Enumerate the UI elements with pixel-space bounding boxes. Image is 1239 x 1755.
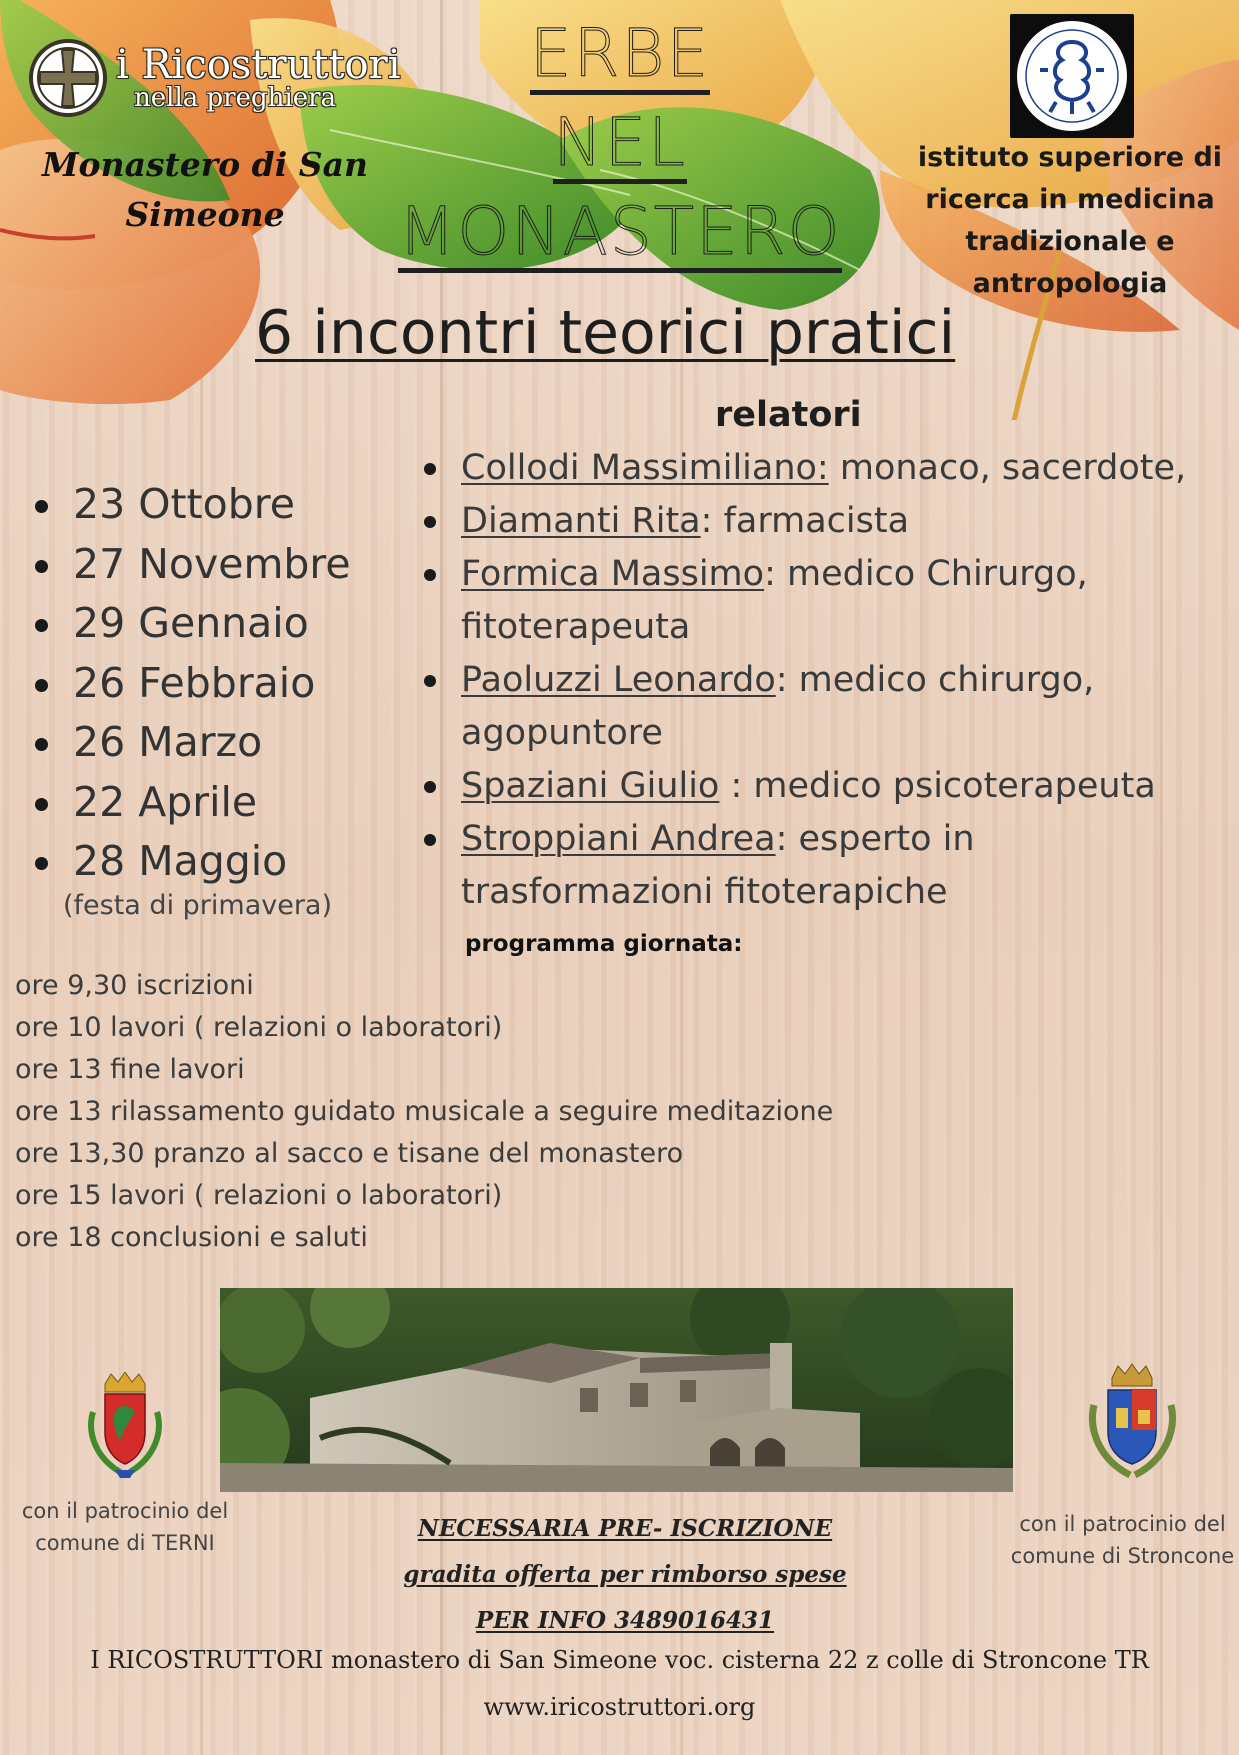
speaker-role: monaco, sacerdote,	[828, 448, 1187, 488]
speaker-name: Diamanti Rita	[461, 501, 701, 541]
info-phone: PER INFO 3489016431	[475, 1607, 775, 1634]
schedule-item: ore 13 fine lavori	[15, 1054, 245, 1085]
headline: 6 incontri teorici pratici	[255, 298, 956, 368]
speaker-name: Stroppiani Andrea	[461, 819, 776, 859]
speaker-item	[415, 760, 1225, 813]
footer-website[interactable]: www.iricostruttori.org	[483, 1693, 756, 1721]
date-item: 29 Gennaio	[28, 594, 398, 654]
dates-list	[28, 475, 398, 892]
schedule-item: ore 10 lavori ( relazioni o laboratori)	[15, 1012, 503, 1043]
speaker-role: : medico chirurgo, agopuntore	[461, 660, 1095, 753]
stroncone-patronage-caption: con il patrocinio del comune di Stroncone	[1010, 1512, 1235, 1568]
speaker-name: Formica Massimo	[461, 554, 765, 594]
speaker-item	[415, 442, 1225, 495]
speaker-item	[415, 813, 1225, 919]
title-line-2: NEL	[553, 107, 687, 184]
date-item: 22 Aprile	[28, 773, 398, 833]
monastery-name: Monastero di San Simeone	[42, 145, 368, 234]
offer-note: gradita offerta per rimborso spese	[403, 1561, 847, 1588]
schedule-item: ore 9,30 iscrizioni	[15, 970, 254, 1001]
title-line-1: ERBE	[530, 18, 710, 95]
footer-address: I RICOSTRUTTORI monastero di San Simeone voc. cisterna 22 z colle di Stroncone TR	[90, 1646, 1149, 1674]
monastery-photo	[220, 1288, 1013, 1492]
terni-patronage-caption: con il patrocinio del comune di TERNI	[21, 1499, 229, 1555]
speaker-item	[415, 654, 1225, 760]
registration-info	[320, 1506, 930, 1644]
cross-icon	[28, 38, 108, 118]
title-line-3: MONASTERO	[398, 196, 841, 273]
main-title	[385, 15, 855, 285]
speaker-item	[415, 495, 1225, 548]
speakers-list	[415, 442, 1225, 919]
speaker-item	[415, 548, 1225, 654]
ricostruttori-logo	[28, 38, 401, 118]
schedule-item: ore 13,30 pranzo al sacco e tisane del monastero	[15, 1138, 684, 1169]
speaker-role: : esperto in trasformazioni fitoterapiche	[461, 819, 975, 912]
speaker-name: Paoluzzi Leonardo	[461, 660, 776, 700]
registration-required: NECESSARIA PRE- ISCRIZIONE	[417, 1515, 833, 1542]
dates-note: (festa di primavera)	[63, 890, 333, 921]
istituto-logo-icon	[1010, 14, 1134, 138]
terni-crest-icon	[75, 1372, 175, 1482]
schedule-list	[15, 965, 833, 1259]
date-item: 26 Febbraio	[28, 654, 398, 714]
schedule-item: ore 18 conclusioni e saluti	[15, 1222, 368, 1253]
schedule-item: ore 15 lavori ( relazioni o laboratori)	[15, 1180, 503, 1211]
speaker-role: : medico Chirurgo, fitoterapeuta	[461, 554, 1088, 647]
logo-name: i Ricostruttori	[116, 42, 401, 88]
speaker-name: Spaziani Giulio	[461, 766, 720, 806]
date-item: 28 Maggio	[28, 832, 398, 892]
logo-tagline: nella preghiera	[134, 83, 337, 113]
date-item: 23 Ottobre	[28, 475, 398, 535]
speaker-role: : farmacista	[700, 501, 910, 541]
speakers-heading: relatori	[715, 395, 862, 435]
date-item: 27 Novembre	[28, 535, 398, 595]
stroncone-crest-icon	[1080, 1360, 1185, 1485]
schedule-item: ore 13 rilassamento guidato musicale a seguire meditazione	[15, 1096, 834, 1127]
program-heading: programma giornata:	[465, 931, 743, 957]
date-item: 26 Marzo	[28, 713, 398, 773]
istituto-name: istituto superiore di ricerca in medicina tradizionale e antropologia	[917, 142, 1223, 299]
speaker-role: : medico psicoterapeuta	[719, 766, 1156, 806]
speaker-name: Collodi Massimiliano:	[461, 448, 829, 488]
